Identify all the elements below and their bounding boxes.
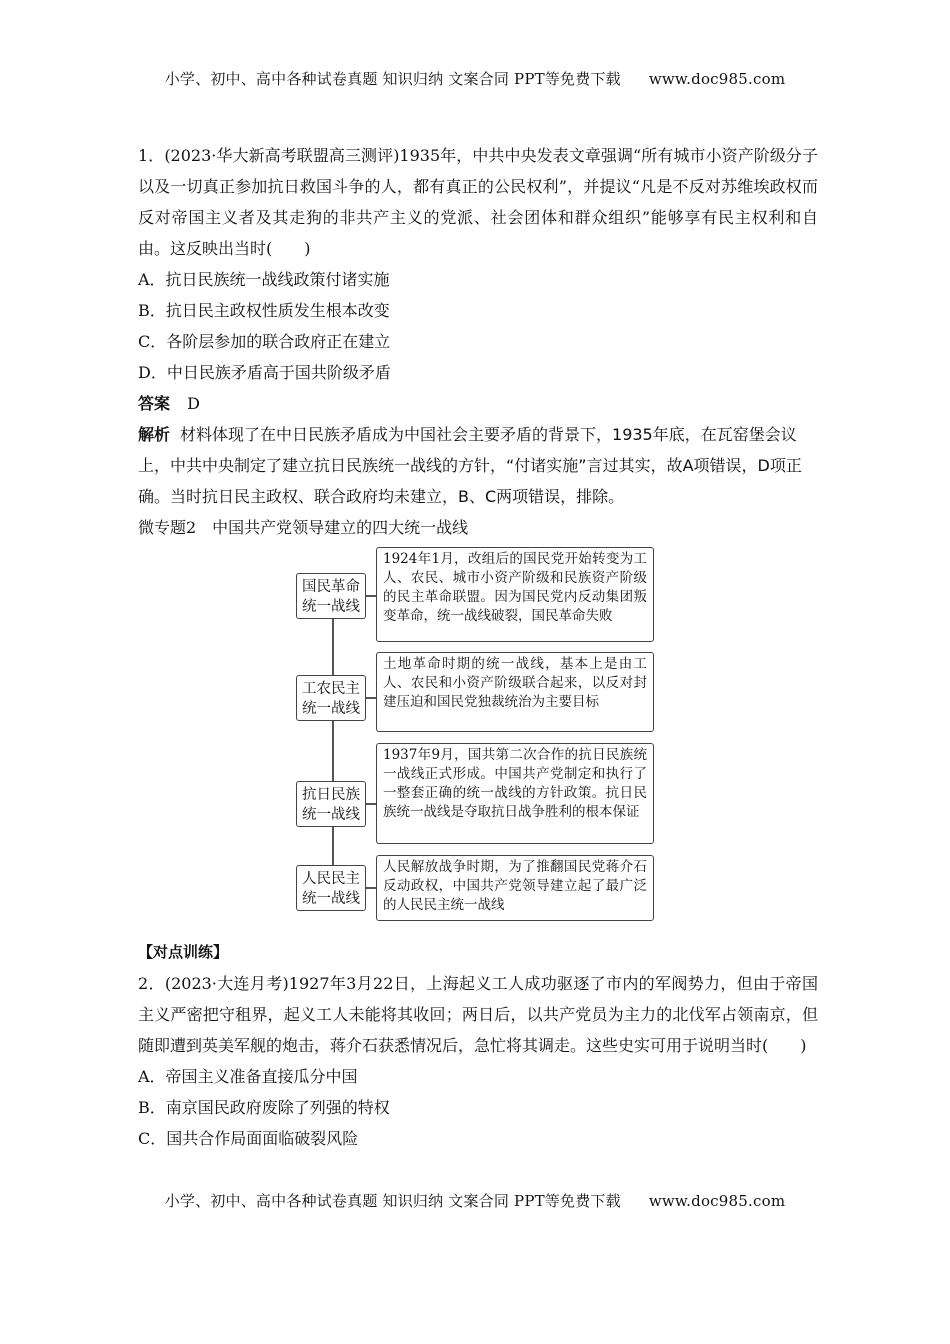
diagram-spine — [332, 597, 334, 897]
q1-option-a: A．抗日民族统一战线政策付诸实施 — [138, 270, 390, 289]
q2-stem: 2．(2023·大连月考)1927年3月22日，上海起义工人成功驱逐了市内的军阀势力，但由于帝国主义严密把守租界，起义工人未能将其收回；两日后，以共产党员为主力的北伐军占领南京，但随即遭到英美军舰的炮击，蒋介石获悉情况后，急忙将其调走。这些史实可用于说明当时( ) — [138, 974, 818, 1055]
description-national-revolution: 1924年1月，改组后的国民党开始转变为工人、农民、城市小资产阶级和民族资产阶级的民主革命联盟。因为国民党内反动集团叛变革命，统一战线破裂，国民革命失败 — [376, 547, 654, 642]
category-peoples-democratic: 人民民主统一战线 — [296, 865, 366, 911]
category-national-revolution: 国民革命统一战线 — [296, 573, 366, 619]
category-worker-peasant: 工农民主统一战线 — [296, 675, 366, 721]
description-peoples-democratic: 人民解放战争时期，为了推翻国民党蒋介石反动政权，中国共产党领导建立起了最广泛的人民民主统一战线 — [376, 855, 654, 921]
united-front-diagram — [138, 545, 818, 931]
header-url[interactable]: www.doc985.com — [648, 70, 786, 88]
header-text: 小学、初中、高中各种试卷真题 知识归纳 文案合同 PPT等免费下载 — [164, 70, 621, 88]
training-label: 【对点训练】 — [138, 943, 229, 961]
q2-option-b: B．南京国民政府废除了列强的特权 — [138, 1098, 390, 1117]
q2-option-c: C．国共合作局面面临破裂风险 — [138, 1129, 359, 1148]
category-anti-japanese: 抗日民族统一战线 — [296, 781, 366, 827]
answer-label: 答案 — [138, 394, 171, 413]
description-anti-japanese: 1937年9月，国共第二次合作的抗日民族统一战线正式形成。中国共产党制定和执行了一整套正确的统一战线的方针政策。抗日民族统一战线是夺取抗日战争胜利的根本保证 — [376, 743, 654, 844]
analysis-text: 材料体现了在中日民族矛盾成为中国社会主要矛盾的背景下，1935年底，在瓦窑堡会议上，中共中央制定了建立抗日民族统一战线的方针，“付诸实施”言过其实，故A项错误，D项正确。当时抗日民主政权、联合政府均未建立，B、C两项错误，排除。 — [138, 425, 802, 506]
footer-text: 小学、初中、高中各种试卷真题 知识归纳 文案合同 PPT等免费下载 — [164, 1192, 621, 1210]
q1-option-b: B．抗日民主政权性质发生根本改变 — [138, 301, 390, 320]
footer-url[interactable]: www.doc985.com — [648, 1192, 786, 1210]
description-worker-peasant: 土地革命时期的统一战线，基本上是由工人、农民和小资产阶级联合起来，以反对封建压迫和国民党独裁统治为主要目标 — [376, 652, 654, 732]
q1-stem: 1．(2023·华大新高考联盟高三测评)1935年，中共中央发表文章强调“所有城市小资产阶级分子以及一切真正参加抗日救国斗争的人，都有真正的公民权利”，并提议“凡是不反对苏维埃政权而反对帝国主义者及其走狗的非共产主义的党派、社会团体和群众组织”能够享有民主权利和自由。这反映出当时( ) — [138, 146, 818, 258]
q1-answer — [138, 388, 818, 419]
analysis-label: 解析 — [138, 425, 171, 444]
q1-option-d: D．中日民族矛盾高于国共阶级矛盾 — [138, 363, 391, 382]
q1-option-c: C．各阶层参加的联合政府正在建立 — [138, 332, 391, 351]
subtopic-title: 微专题2 中国共产党领导建立的四大统一战线 — [138, 518, 469, 537]
page-content — [138, 140, 818, 1154]
page-header — [0, 68, 950, 89]
q2-option-a: A．帝国主义准备直接瓜分中国 — [138, 1067, 358, 1086]
q1-analysis — [138, 419, 818, 512]
answer-value: D — [187, 394, 200, 413]
page-footer — [0, 1190, 950, 1211]
